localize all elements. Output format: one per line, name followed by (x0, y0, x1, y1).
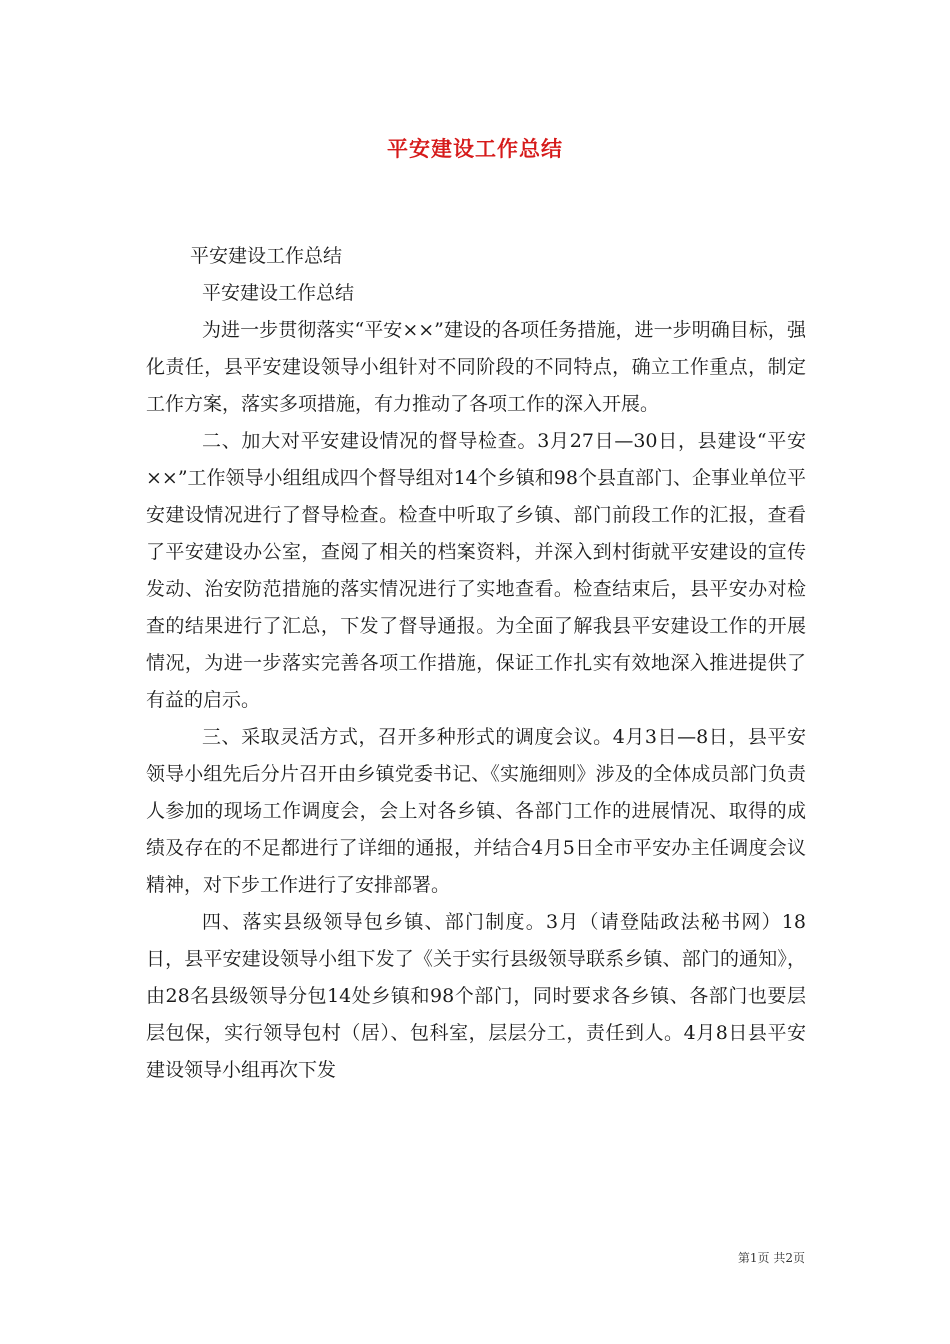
paragraph-section-4: 四、落实县级领导包乡镇、部门制度。3月（请登陆政法秘书网）18日，县平安建设领导小组下发了《关于实行县级领导联系乡镇、部门的通知》，由28名县级领导分包14处乡镇和98个部门，同时要求各乡镇、各部门也要层层包保，实行领导包村（居）、包科室，层层分工，责任到人。4月8日县平安建设领导小组再次下发 (146, 911, 806, 1081)
page-number-footer: 第1页 共2页 (737, 1251, 805, 1265)
subtitle-line-2: 平安建设工作总结 (202, 282, 355, 304)
paragraph-intro: 为进一步贯彻落实“平安××”建设的各项任务措施，进一步明确目标，强化责任，县平安建设领导小组针对不同阶段的不同特点，确立工作重点，制定工作方案，落实多项措施，有力推动了各项工作的深入开展。 (146, 319, 806, 415)
document-title: 平安建设工作总结 (387, 136, 563, 161)
paragraph-section-3: 三、采取灵活方式，召开多种形式的调度会议。4月3日—8日，县平安领导小组先后分片召开由乡镇党委书记、《实施细则》涉及的全体成员部门负责人参加的现场工作调度会，会上对各乡镇、各部门工作的进展情况、取得的成绩及存在的不足都进行了详细的通报，并结合4月5日全市平安办主任调度会议精神，对下步工作进行了安排部署。 (146, 726, 806, 896)
subtitle-line-1: 平安建设工作总结 (190, 245, 343, 267)
document-body (146, 238, 806, 1089)
paragraph-section-2: 二、加大对平安建设情况的督导检查。3月27日—30日，县建设“平安××”工作领导小组组成四个督导组对14个乡镇和98个县直部门、企事业单位平安建设情况进行了督导检查。检查中听取了乡镇、部门前段工作的汇报，查看了平安建设办公室，查阅了相关的档案资料，并深入到村街就平安建设的宣传发动、治安防范措施的落实情况进行了实地查看。检查结束后，县平安办对检查的结果进行了汇总，下发了督导通报。为全面了解我县平安建设工作的开展情况，为进一步落实完善各项工作措施，保证工作扎实有效地深入推进提供了有益的启示。 (146, 430, 806, 711)
